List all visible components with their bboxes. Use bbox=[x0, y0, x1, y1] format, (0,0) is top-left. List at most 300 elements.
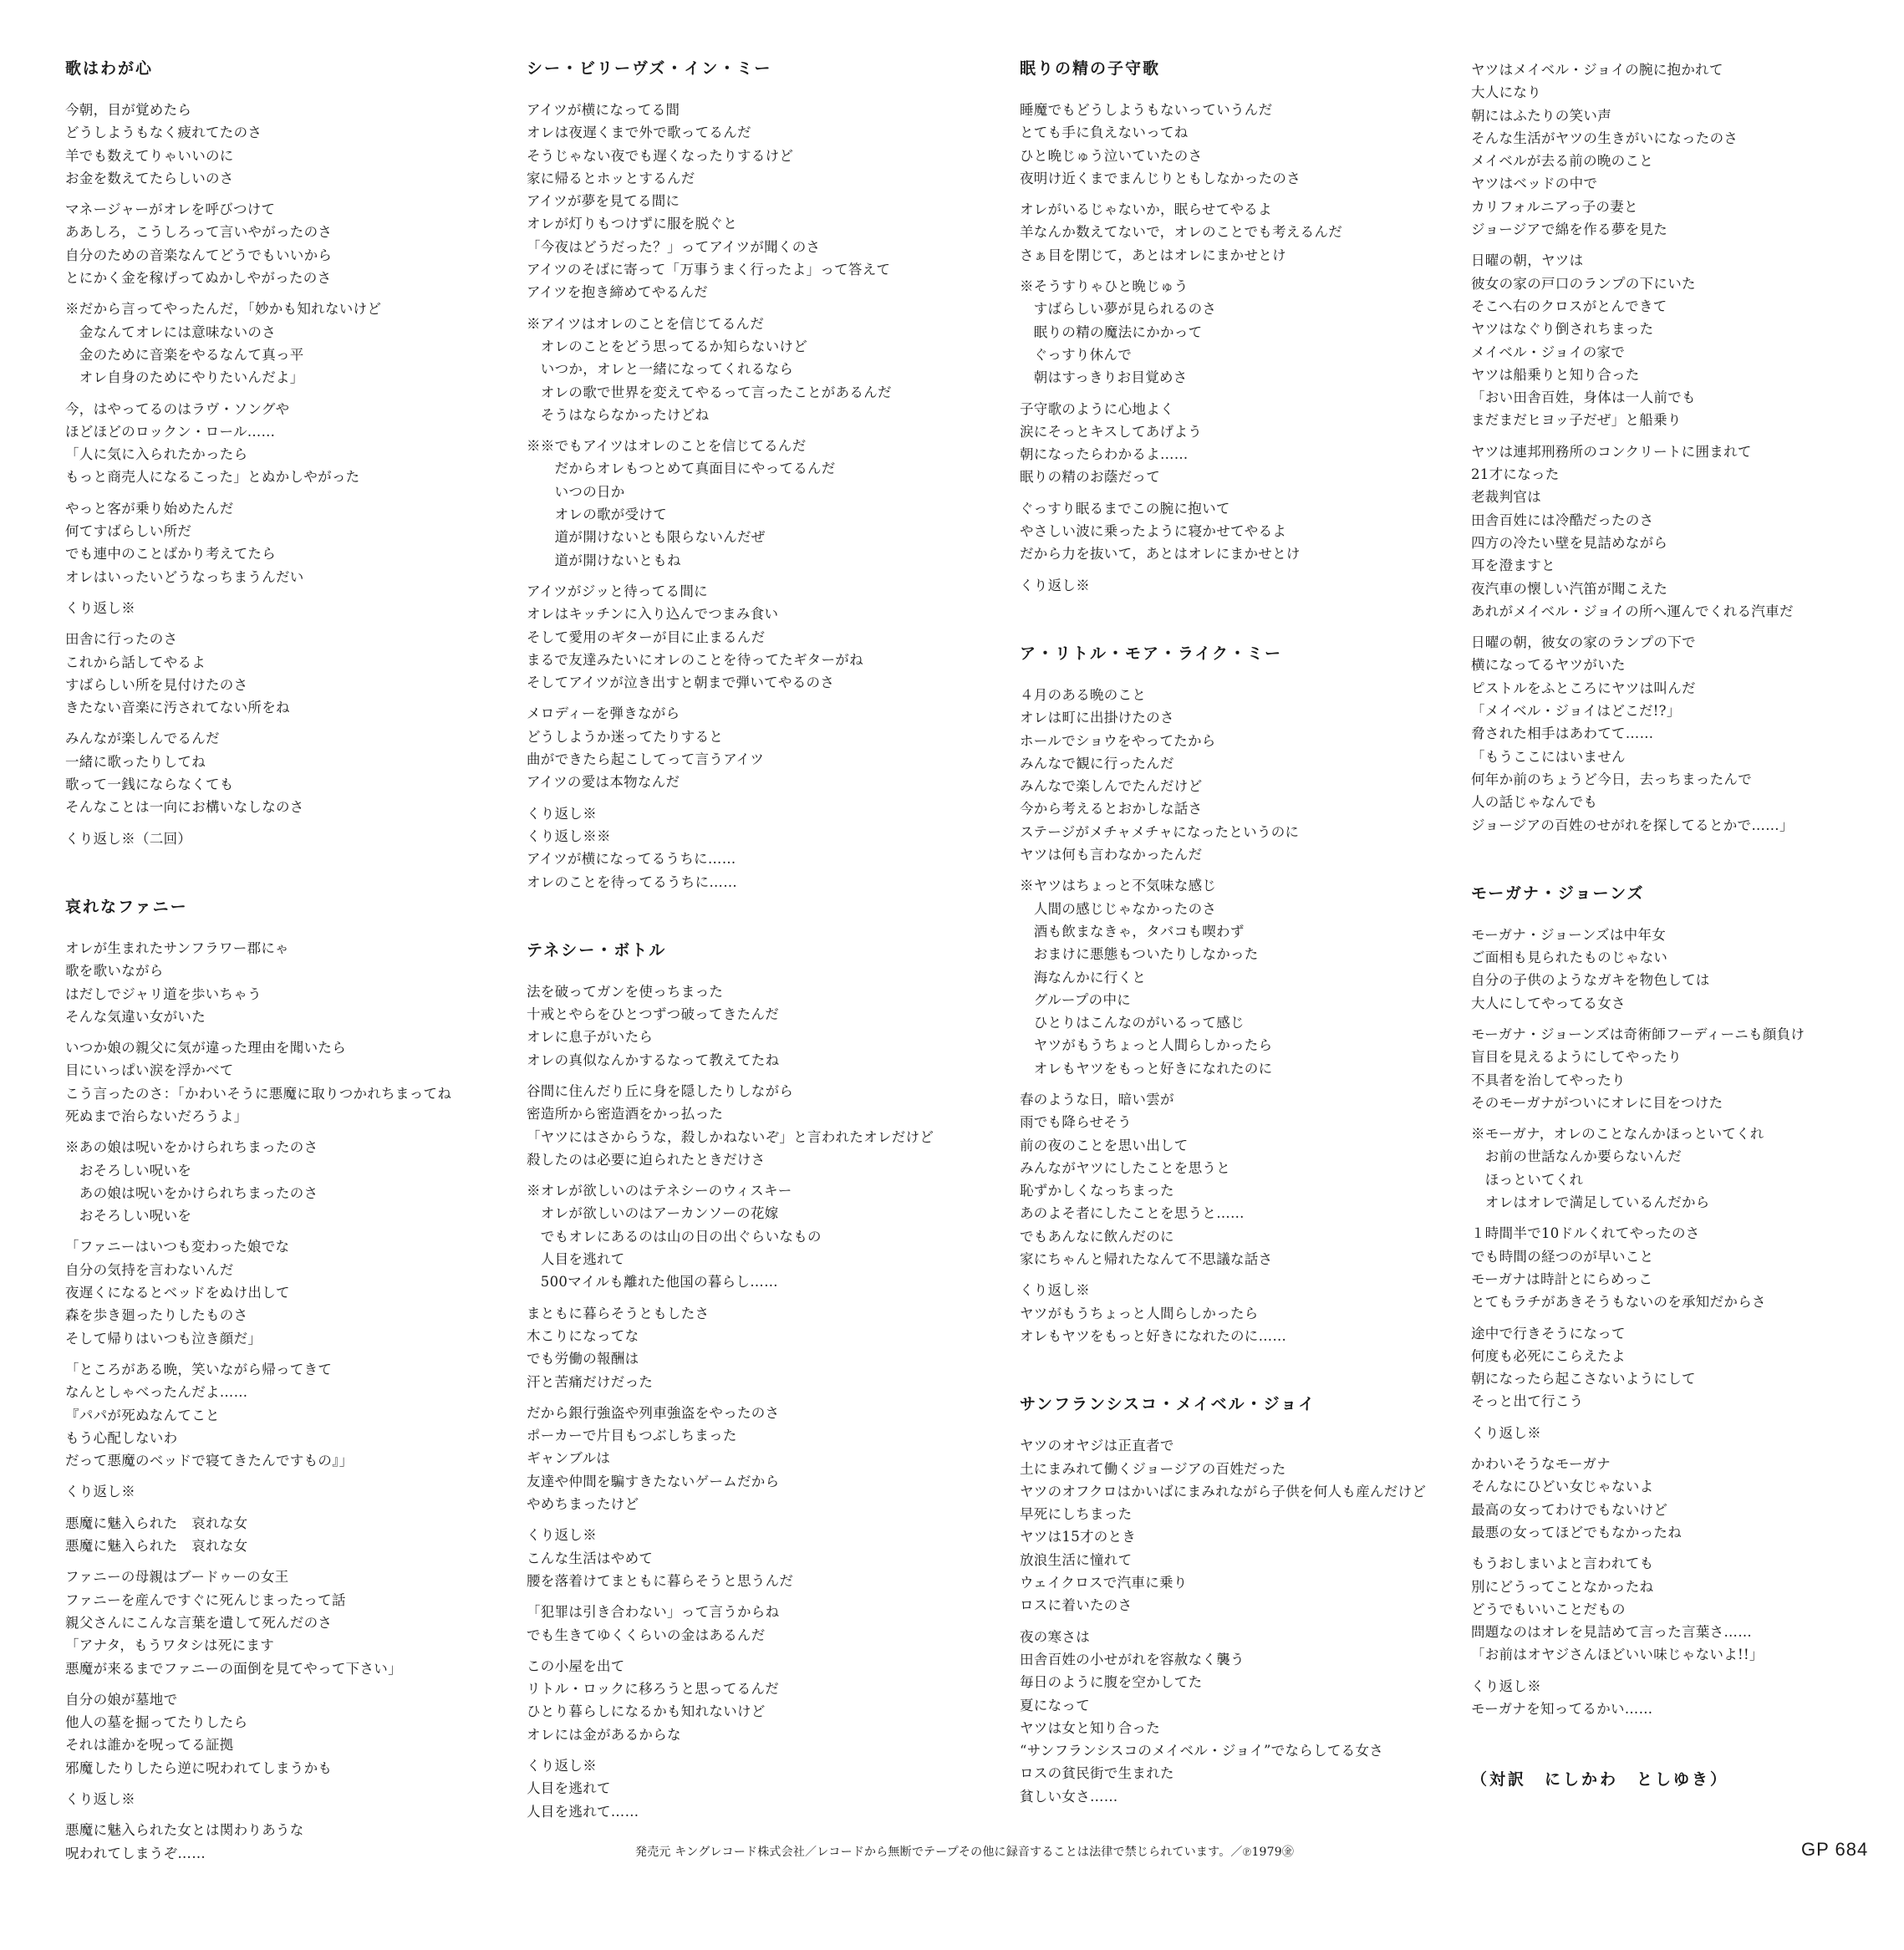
lyric-line: 眠りの精の魔法にかかって bbox=[1020, 323, 1203, 340]
lyric-line: ステージがメチャメチャになったというのに bbox=[1020, 823, 1300, 840]
song bbox=[65, 897, 500, 1865]
stanza bbox=[1471, 631, 1889, 837]
lyric-line: そうはならなかったけどね bbox=[527, 406, 710, 423]
lyric-line: 睡魔でもどうしようもないっていうんだ bbox=[1020, 102, 1273, 118]
stanza bbox=[527, 980, 961, 1072]
lyric-line: 日曜の朝，ヤツは bbox=[1471, 252, 1584, 269]
lyric-line: かわいそうなモーガナ bbox=[1471, 1456, 1611, 1473]
stanza bbox=[1471, 59, 1889, 241]
lyric-line: 谷間に住んだり丘に身を隠したりしながら bbox=[527, 1082, 794, 1099]
lyric-line: くり返し※ bbox=[1020, 1282, 1090, 1299]
lyric-line: まだまだヒヨッ子だぜ」と船乗り bbox=[1471, 412, 1682, 429]
lyric-line: 「犯罪は引き合わない」って言うからね bbox=[527, 1604, 780, 1621]
lyric-line: とても手に負えないってね bbox=[1020, 125, 1189, 141]
lyric-line: ※だから言ってやったんだ，「妙かも知れないけど bbox=[65, 301, 382, 318]
lyric-line: オレもヤツをもっと好きになれたのに bbox=[1020, 1060, 1273, 1077]
stanza bbox=[527, 1179, 961, 1293]
lyric-line: もう心配しないわ bbox=[65, 1429, 178, 1446]
stanza bbox=[65, 99, 500, 190]
lyric-line: そして帰りはいつも泣き顔だ」 bbox=[65, 1330, 262, 1347]
lyric-line: 悪魔が来るまでファニーの面倒を見てやって下さい」 bbox=[65, 1660, 402, 1677]
lyric-line: 夜の寒さは bbox=[1020, 1628, 1090, 1645]
lyric-line: オレの真似なんかするなって教えてたね bbox=[527, 1051, 780, 1068]
lyric-line: 「人に気に入られたかったら bbox=[65, 446, 248, 463]
song-title: 眠りの精の子守歌 bbox=[1020, 59, 1161, 78]
lyric-line: いつの日か bbox=[527, 483, 625, 500]
lyric-line: ※モーガナ，オレのことなんかほっといてくれ bbox=[1471, 1126, 1764, 1143]
lyric-line: あのよそ者にしたことを思うと…… bbox=[1020, 1205, 1245, 1222]
lyric-line: ひとりはこんなのがいるって感じ bbox=[1020, 1015, 1245, 1031]
stanza bbox=[1020, 574, 1454, 597]
song bbox=[1471, 883, 1889, 1721]
stanza bbox=[65, 398, 500, 489]
song-title: モーガナ・ジョーンズ bbox=[1471, 883, 1645, 903]
lyric-line: ※※でもアイツはオレのことを信じてるんだ bbox=[527, 438, 807, 455]
lyric-line: くり返し※（二回） bbox=[65, 830, 192, 847]
lyric-line: みんなで楽しんでたんだけど bbox=[1020, 778, 1203, 795]
lyric-line: でもあんなに飲んだのに bbox=[1020, 1228, 1174, 1245]
lyric-line: 羊なんか数えてないで，オレのことでも考えるんだ bbox=[1020, 224, 1343, 241]
lyric-line: アイツが横になってるうちに…… bbox=[527, 851, 736, 868]
stanza bbox=[1020, 497, 1454, 566]
translation-credit: （対訳 にしかわ としゆき） bbox=[1471, 1770, 1729, 1790]
lyric-line: ヤツはメイベル・ジョイの腕に抱かれて bbox=[1471, 62, 1723, 78]
lyric-line: 「おい田舎百姓，身体は一人前でも bbox=[1471, 389, 1696, 406]
lyric-line: 自分の子供のようなガキを物色しては bbox=[1471, 972, 1710, 989]
lyric-line: 田舎百姓には冷酷だったのさ bbox=[1471, 512, 1654, 528]
lyric-line: くり返し※ bbox=[527, 1527, 597, 1544]
lyric-line: オレには金があるからな bbox=[527, 1726, 681, 1743]
lyric-line: アイツの愛は本物なんだ bbox=[527, 774, 680, 791]
stanza bbox=[527, 1302, 961, 1393]
lyric-line: 別にどうってことなかったね bbox=[1471, 1578, 1654, 1595]
lyric-line: 「アナタ，もうワタシは死にます bbox=[65, 1637, 275, 1654]
lyric-line: どうしようもなく疲れてたのさ bbox=[65, 125, 262, 141]
lyric-line: とにかく金を稼げってぬかしやがったのさ bbox=[65, 270, 332, 287]
lyric-line: 海なんかに行くと bbox=[1020, 969, 1147, 985]
lyric-line: ぐっすり休んで bbox=[1020, 346, 1133, 363]
lyric-line: モーガナ・ジョーンズは中年女 bbox=[1471, 926, 1667, 943]
lyric-line: だからオレもつとめて真面目にやってるんだ bbox=[527, 461, 836, 477]
stanza bbox=[65, 827, 500, 850]
lyric-line: 人目を逃れて bbox=[527, 1780, 611, 1797]
lyric-line: オレは町に出掛けたのさ bbox=[1020, 710, 1174, 726]
lyric-line: 早死にしちまった bbox=[1020, 1506, 1133, 1523]
stanza bbox=[1471, 1552, 1889, 1666]
lyric-line: そのモーガナがついにオレに目をつけた bbox=[1471, 1094, 1723, 1111]
stanza bbox=[1471, 1322, 1889, 1413]
lyric-line: ご面相も見られたものじゃない bbox=[1471, 950, 1668, 966]
stanza bbox=[527, 1601, 961, 1647]
lyric-line: そこへ右のクロスがとんできて bbox=[1471, 298, 1667, 314]
stanza bbox=[65, 1235, 500, 1349]
column-3 bbox=[1020, 59, 1454, 1855]
lyric-line: 「ヤツにはさからうな，殺しかねないぞ」と言われたオレだけど bbox=[527, 1128, 934, 1145]
lyric-line: ヤツはベッドの中で bbox=[1471, 176, 1598, 192]
lyric-line: でも生きてゆくくらいの金はあるんだ bbox=[527, 1627, 766, 1643]
lyric-line: 酒も飲まなきゃ，タバコも喫わず bbox=[1020, 923, 1245, 939]
lyric-line: こう言ったのさ：「かわいそうに悪魔に取りつかれちまってね bbox=[65, 1085, 452, 1102]
stanza bbox=[65, 497, 500, 588]
lyric-line: くり返し※ bbox=[65, 1791, 135, 1807]
lyric-line: 夏になって bbox=[1020, 1697, 1090, 1713]
stanza bbox=[527, 1524, 961, 1592]
stanza bbox=[1471, 1222, 1889, 1313]
lyric-line: 横になってるヤツがいた bbox=[1471, 657, 1626, 674]
stanza bbox=[65, 1788, 500, 1810]
stanza bbox=[65, 1566, 500, 1679]
song-title: シー・ビリーヴズ・イン・ミー bbox=[527, 59, 772, 78]
stanza bbox=[65, 628, 500, 719]
lyric-line: 殺したのは必要に迫られたときだけさ bbox=[527, 1151, 766, 1168]
lyric-line: 途中で行きそうになって bbox=[1471, 1325, 1626, 1342]
stanza bbox=[527, 313, 961, 426]
lyric-line: 大人になり bbox=[1471, 84, 1541, 101]
lyric-line: 日曜の朝，彼女の家のランプの下で bbox=[1471, 634, 1696, 651]
lyric-line: 脅された相手はあわてて…… bbox=[1471, 726, 1654, 742]
lyric-line: ウェイクロスで汽車に乗り bbox=[1020, 1575, 1188, 1591]
lyric-line: お前の世話なんか要らないんだ bbox=[1471, 1148, 1682, 1165]
lyric-line: オレが灯りもつけずに服を脱ぐと bbox=[527, 216, 737, 232]
lyric-line: 夜遅くになるとベッドをぬけ出して bbox=[65, 1285, 290, 1301]
lyric-line: だから銀行強盗や列車強盗をやったのさ bbox=[527, 1404, 780, 1421]
lyric-line: 曲ができたら起こしてって言うアイツ bbox=[527, 751, 765, 768]
lyric-line: メイベルが去る前の晩のこと bbox=[1471, 153, 1654, 170]
lyric-line: 雨でも降らせそう bbox=[1020, 1114, 1132, 1131]
stanza bbox=[527, 1754, 961, 1823]
lyric-line: ぐっすり眠るまでこの腕に抱いて bbox=[1020, 500, 1230, 517]
stanza bbox=[527, 99, 961, 304]
lyric-line: みんながヤツにしたことを思うと bbox=[1020, 1159, 1230, 1176]
lyric-line: オレもヤツをもっと好きになれたのに…… bbox=[1020, 1327, 1287, 1344]
lyric-line: ロスの貧民街で生まれた bbox=[1020, 1765, 1174, 1782]
lyric-line: まるで友達みたいにオレのことを待ってたギターがね bbox=[527, 651, 863, 668]
lyric-line: オレのことを待ってるうちに…… bbox=[527, 873, 737, 890]
lyric-line: 何年か前のちょうど今日，去っちまったんで bbox=[1471, 771, 1752, 787]
lyric-line: ヤツは何も言わなかったんだ bbox=[1020, 847, 1203, 863]
lyric-line: 腰を落着けてまともに暮らそうと思うんだ bbox=[527, 1572, 794, 1589]
lyric-line: アイツのそばに寄って「万事うまく行ったよ」って答えて bbox=[527, 262, 891, 278]
stanza bbox=[1020, 1088, 1454, 1270]
stanza bbox=[1471, 1453, 1889, 1544]
lyric-line: みんなで観に行ったんだ bbox=[1020, 755, 1174, 771]
lyric-line: あの娘は呪いをかけられちまったのさ bbox=[65, 1184, 318, 1201]
lyric-line: だから力を抜いて，あとはオレにまかせとけ bbox=[1020, 546, 1301, 563]
song bbox=[1020, 1394, 1454, 1808]
lyric-line: くり返し※ bbox=[1020, 577, 1090, 593]
lyric-line: 友達や仲間を騙すきたないゲームだから bbox=[527, 1473, 780, 1489]
lyric-line: 家に帰るとホッとするんだ bbox=[527, 170, 695, 186]
song-title: テネシー・ボトル bbox=[527, 940, 667, 960]
lyric-line: 親父さんにこんな言葉を遺して死んだのさ bbox=[65, 1614, 333, 1631]
stanza bbox=[1020, 684, 1454, 866]
song-title: 哀れなファニー bbox=[65, 897, 188, 916]
lyric-line: 邪魔したりしたら逆に呪われてしまうかも bbox=[65, 1759, 333, 1776]
stanza bbox=[527, 1402, 961, 1515]
lyric-line: ジョージアで綿を作る夢を見た bbox=[1471, 221, 1668, 238]
lyric-line: ヤツのオヤジは正直者で bbox=[1020, 1438, 1174, 1454]
lyric-line: オレがいるじゃないか，眠らせてやるよ bbox=[1020, 201, 1272, 218]
lyric-line: 十戒とやらをひとつずつ破ってきたんだ bbox=[527, 1006, 780, 1023]
lyric-line: 大人にしてやってる女さ bbox=[1471, 995, 1626, 1011]
lyric-line: グループの中に bbox=[1020, 991, 1132, 1008]
lyric-line: 朝にはふたりの笑い声 bbox=[1471, 107, 1611, 124]
lyric-line: 人間の感じじゃなかったのさ bbox=[1020, 900, 1217, 917]
lyric-line: くり返し※ bbox=[1471, 1424, 1541, 1441]
lyric-line: ヤツはなぐり倒されちまった bbox=[1471, 321, 1654, 338]
lyric-line: やめちまったけど bbox=[527, 1496, 639, 1513]
lyric-line: オレが生まれたサンフラワー郡にゃ bbox=[65, 939, 289, 956]
lyric-line: おそろしい呪いを bbox=[65, 1162, 192, 1179]
lyric-line: くり返し※※ bbox=[527, 827, 611, 844]
lyric-line: 彼女の家の戸口のランプの下にいた bbox=[1471, 275, 1696, 292]
stanza bbox=[1020, 874, 1454, 1080]
lyric-line: くり返し※ bbox=[527, 1758, 597, 1774]
lyric-line: 問題なのはオレを見詰めて言った言葉さ…… bbox=[1471, 1624, 1752, 1641]
lyric-line: 夜明け近くまでまんじりともしなかったのさ bbox=[1020, 170, 1301, 186]
stanza bbox=[65, 1688, 500, 1779]
lyric-line: ひとり暮らしになるかも知れないけど bbox=[527, 1703, 766, 1720]
lyric-line: なんとしゃべったんだよ…… bbox=[65, 1384, 248, 1401]
stanza bbox=[527, 1080, 961, 1171]
lyric-line: でもオレにあるのは山の日の出ぐらいなもの bbox=[527, 1228, 822, 1245]
lyric-line: 金なんてオレには意味ないのさ bbox=[65, 323, 276, 340]
stanza bbox=[1020, 1279, 1454, 1347]
lyric-line: ひと晩じゅう泣いていたのさ bbox=[1020, 147, 1203, 164]
stanza bbox=[527, 580, 961, 694]
lyric-line: ヤツのオフクロはかいばにまみれながら子供を何人も産んだけど bbox=[1020, 1483, 1427, 1499]
lyric-line: くり返し※ bbox=[65, 599, 135, 616]
lyric-line: ああしろ，こうしろって言いやがったのさ bbox=[65, 224, 333, 241]
lyric-line: そしてアイツが泣き出すと朝まで弾いてやるのさ bbox=[527, 675, 835, 691]
lyric-line: やさしい波に乗ったように寝かせてやるよ bbox=[1020, 523, 1287, 540]
lyric-line: “サンフランシスコのメイベル・ジョイ”でならしてる女さ bbox=[1020, 1743, 1384, 1759]
stanza bbox=[527, 702, 961, 793]
lyric-line: ほっといてくれ bbox=[1471, 1171, 1584, 1188]
lyric-line: アイツを抱き締めてやるんだ bbox=[527, 284, 708, 301]
footer-notice: 発売元 キングレコード株式会社／レコードから無断でテープその他に録音することは法律で禁じられています。／℗1979㊎ bbox=[635, 1846, 1295, 1859]
lyric-line: いつか，オレと一緒になってくれるなら bbox=[527, 361, 794, 378]
lyric-line: 一緒に歌ったりしてね bbox=[65, 753, 206, 770]
lyric-line: ポーカーで片目もつぶしちまった bbox=[527, 1428, 737, 1444]
lyric-line: さぁ目を閉じて，あとはオレにまかせとけ bbox=[1020, 247, 1286, 263]
lyric-line: ヤツがもうちょっと人間らしかったら bbox=[1020, 1305, 1259, 1321]
lyric-line: 貧しい女さ…… bbox=[1020, 1788, 1118, 1805]
lyric-line: きたない音楽に汚されてない所をね bbox=[65, 700, 290, 716]
stanza bbox=[1471, 1422, 1889, 1444]
lyric-line: 密造所から密造酒をかっ払った bbox=[527, 1106, 724, 1123]
lyric-line: くり返し※ bbox=[65, 1484, 135, 1500]
lyric-line: でも連中のことばかり考えてたら bbox=[65, 546, 276, 563]
lyric-line: そんなことは一向にお構いなしなのさ bbox=[65, 799, 304, 816]
lyric-line: それは誰かを呪ってる証拠 bbox=[65, 1737, 234, 1754]
lyric-line: どうでもいいことだもの bbox=[1471, 1601, 1626, 1617]
lyric-line: メイベル・ジョイの家で bbox=[1471, 344, 1626, 360]
lyric-line: オレは夜遅くまで外で歌ってるんだ bbox=[527, 125, 751, 141]
stanza bbox=[527, 435, 961, 572]
lyric-line: そして愛用のギターが目に止まるんだ bbox=[527, 629, 766, 645]
lyric-line: 21才になった bbox=[1471, 466, 1560, 483]
stanza bbox=[65, 1036, 500, 1128]
lyric-line: ロスに着いたのさ bbox=[1020, 1597, 1133, 1614]
stanza bbox=[1471, 1123, 1889, 1214]
stanza bbox=[527, 1655, 961, 1746]
lyric-line: ※オレが欲しいのはテネシーのウィスキー bbox=[527, 1183, 792, 1199]
lyric-line: どうしようか迷ってたりすると bbox=[527, 728, 724, 745]
lyric-line: そんな気違い女がいた bbox=[65, 1008, 206, 1025]
lyric-line: 四方の冷たい壁を見詰めながら bbox=[1471, 534, 1668, 551]
stanza bbox=[1020, 1626, 1454, 1808]
lyric-line: ホールでショウをやってたから bbox=[1020, 732, 1216, 749]
lyric-line: オレのことをどう思ってるか知らないけど bbox=[527, 338, 807, 354]
column-2 bbox=[527, 59, 961, 1870]
lyric-line: オレの歌で世界を変えてやるって言ったことがあるんだ bbox=[527, 384, 892, 400]
lyric-line: 人の話じゃなんでも bbox=[1471, 794, 1598, 811]
lyric-line: 『パパが死ぬなんてこと bbox=[65, 1407, 220, 1423]
lyric-line: モーガナを知ってるかい…… bbox=[1471, 1701, 1653, 1717]
lyric-line: リトル・ロックに移ろうと思ってるんだ bbox=[527, 1681, 780, 1698]
song bbox=[527, 940, 961, 1823]
song bbox=[65, 59, 500, 850]
lyric-line: 呪われてしまうぞ…… bbox=[65, 1845, 206, 1861]
lyric-line: 耳を澄ますと bbox=[1471, 558, 1555, 574]
column-4 bbox=[1471, 59, 1889, 1790]
stanza bbox=[1020, 398, 1454, 489]
lyric-line: 「メイベル・ジョイはどこだ!?」 bbox=[1471, 703, 1681, 720]
lyric-line: 「ファニーはいつも変わった娘でな bbox=[65, 1239, 290, 1255]
lyric-line: もっと商売人になるこった」とぬかしやがった bbox=[65, 469, 360, 486]
lyric-line: ※アイツはオレのことを信じてるんだ bbox=[527, 315, 765, 332]
lyric-line: ジョージアの百姓のせがれを探してるとかで……」 bbox=[1471, 817, 1794, 833]
lyric-line: ４月のある晩のこと bbox=[1020, 686, 1147, 703]
lyric-line: モーガナ・ジョーンズは奇術師フーディーニも顔負け bbox=[1471, 1026, 1805, 1042]
lyric-line: 朝になったらわかるよ…… bbox=[1020, 446, 1189, 463]
lyric-line: ヤツは船乗りと知り合った bbox=[1471, 366, 1640, 383]
lyric-line: そんなにひどい女じゃないよ bbox=[1471, 1479, 1654, 1495]
lyric-line: オレはキッチンに入り込んでつまみ食い bbox=[527, 606, 779, 623]
stanza bbox=[1471, 440, 1889, 623]
lyric-line: 今，はやってるのはラヴ・ソングや bbox=[65, 400, 290, 417]
lyric-line: ※あの娘は呪いをかけられちまったのさ bbox=[65, 1139, 318, 1156]
lyric-line: 夜汽車の懐しい汽笛が聞こえた bbox=[1471, 580, 1668, 597]
lyric-line: 「お前はオヤジさんほどいい味じゃないよ!!」 bbox=[1471, 1647, 1764, 1663]
lyric-line: ほどほどのロックン・ロール…… bbox=[65, 423, 276, 440]
lyric-line: 眠りの精のお蔭だって bbox=[1020, 469, 1160, 486]
lyric-line: ヤツは連邦刑務所のコンクリートに囲まれて bbox=[1471, 443, 1752, 460]
song bbox=[1020, 59, 1454, 597]
lyric-line: 自分の娘が墓地で bbox=[65, 1691, 178, 1708]
lyric-line: 木こりになってな bbox=[527, 1327, 639, 1344]
lyric-line: 最悪の女ってほどでもなかったね bbox=[1471, 1524, 1682, 1540]
lyric-line: オレはオレで満足しているんだから bbox=[1471, 1194, 1710, 1211]
lyric-line: やっと客が乗り始めたんだ bbox=[65, 500, 234, 517]
lyric-line: オレ自身のためにやりたいんだよ」 bbox=[65, 369, 304, 386]
lyric-line: 森を歩き廻ったりしたものさ bbox=[65, 1307, 248, 1324]
lyric-line: 毎日のように腹を空かしてた bbox=[1020, 1674, 1203, 1691]
lyric-line: メロディーを弾きながら bbox=[527, 705, 680, 722]
stanza bbox=[65, 1819, 500, 1865]
stanza bbox=[527, 802, 961, 894]
lyric-line: 法を破ってガンを使っちまった bbox=[527, 983, 724, 1000]
lyric-line: そうじゃない夜でも遅くなったりするけど bbox=[527, 147, 794, 164]
lyric-line: おそろしい呪いを bbox=[65, 1208, 192, 1224]
lyric-line: 何てすばらしい所だ bbox=[65, 523, 192, 540]
lyric-line: ※そうすりゃひと晩じゅう bbox=[1020, 278, 1189, 295]
lyric-line: 悪魔に魅入られた 哀れな女 bbox=[65, 1515, 248, 1531]
lyric-line: 今朝，目が覚めたら bbox=[65, 102, 192, 118]
lyric-line: ギャンブルは bbox=[527, 1450, 611, 1467]
lyric-line: こんな生活はやめて bbox=[527, 1550, 654, 1566]
lyric-line: 自分のための音楽なんてどうでもいいから bbox=[65, 247, 333, 263]
lyric-line: 「ところがある晩，笑いながら帰ってきて bbox=[65, 1361, 333, 1377]
lyric-line: カリフォルニアっ子の妻と bbox=[1471, 198, 1638, 215]
lyric-line: モーガナは時計とにらめっこ bbox=[1471, 1270, 1653, 1287]
lyric-line: アイツが夢を見てる間に bbox=[527, 193, 680, 210]
lyric-line: アイツがジッと待ってる間に bbox=[527, 583, 708, 599]
lyric-line: 歌って一銭にならなくても bbox=[65, 776, 234, 793]
stanza bbox=[1471, 1675, 1889, 1721]
lyric-line: まともに暮らそうともしたさ bbox=[527, 1305, 710, 1321]
lyric-line: オレに息子がいたら bbox=[527, 1029, 654, 1046]
song bbox=[1471, 59, 1889, 837]
lyric-line: そっと出て行こう bbox=[1471, 1393, 1584, 1410]
lyric-line: 盲目を見えるようにしてやったり bbox=[1471, 1049, 1682, 1066]
lyric-line: 500マイルも離れた他国の暮らし…… bbox=[527, 1274, 778, 1291]
lyric-line: オレはいったいどうなっちまうんだい bbox=[65, 568, 304, 585]
lyric-line: あれがメイベル・ジョイの所へ運んでくれる汽車だ bbox=[1471, 603, 1794, 619]
lyric-line: オレが欲しいのはアーカンソーの花嫁 bbox=[527, 1205, 779, 1222]
lyric-line: 道が開けないとも限らないんだぜ bbox=[527, 529, 766, 546]
song bbox=[1020, 644, 1454, 1347]
lyric-line: これから話してやるよ bbox=[65, 654, 206, 670]
column-4-songs bbox=[1471, 59, 1889, 1720]
lyric-line: 今から考えるとおかしな話さ bbox=[1020, 801, 1203, 817]
stanza bbox=[1020, 1434, 1454, 1617]
lyric-line: 土にまみれて働くジョージアの百姓だった bbox=[1020, 1460, 1286, 1477]
lyric-line: 自分の気持を言わないんだ bbox=[65, 1261, 234, 1278]
lyric-line: アイツが横になってる間 bbox=[527, 102, 680, 118]
lyric-line: 目にいっぱい涙を浮かべて bbox=[65, 1062, 234, 1079]
lyric-line: 金のために音楽をやるなんて真っ平 bbox=[65, 346, 304, 363]
lyric-line: くり返し※ bbox=[1471, 1678, 1541, 1694]
lyric-line: ※ヤツはちょっと不気味な感じ bbox=[1020, 878, 1217, 894]
lyric-line: ヤツがもうちょっと人間らしかったら bbox=[1020, 1037, 1273, 1054]
lyric-line: すばらしい所を見付けたのさ bbox=[65, 676, 248, 693]
stanza bbox=[65, 298, 500, 389]
stanza bbox=[1020, 275, 1454, 389]
song-title: ア・リトル・モア・ライク・ミー bbox=[1020, 644, 1283, 663]
lyric-line: 田舎百姓の小せがれを容赦なく襲う bbox=[1020, 1651, 1245, 1667]
stanza bbox=[65, 727, 500, 818]
lyric-line: ヤツは女と知り合った bbox=[1020, 1719, 1160, 1736]
lyric-line: 死ぬまで治らないだろうよ」 bbox=[65, 1107, 248, 1124]
lyric-line: 子守歌のように心地よく bbox=[1020, 400, 1174, 417]
lyric-line: 歌を歌いながら bbox=[65, 963, 164, 980]
lyric-line: 放浪生活に憧れて bbox=[1020, 1551, 1133, 1568]
lyric-line: １時間半で10ドルくれてやったのさ bbox=[1471, 1225, 1700, 1242]
lyric-line: 不具者を治してやったり bbox=[1471, 1072, 1626, 1088]
lyric-line: だって悪魔のベッドで寝てきたんですもの』」 bbox=[65, 1453, 354, 1469]
catalog-number: GP 684 bbox=[1801, 1839, 1869, 1860]
stanza bbox=[65, 1358, 500, 1472]
stanza bbox=[65, 1480, 500, 1503]
lyric-line: 道が開けないともね bbox=[527, 552, 681, 568]
lyric-line: そんな生活がヤツの生きがいになったのさ bbox=[1471, 130, 1739, 146]
lyric-line: くり返し※ bbox=[527, 805, 597, 822]
lyric-line: 悪魔に魅入られた 哀れな女 bbox=[65, 1538, 248, 1555]
lyric-line: いつか娘の親父に気が違った理由を聞いたら bbox=[65, 1040, 346, 1056]
lyric-line: 悪魔に魅入られた女とは関わりあうな bbox=[65, 1822, 304, 1839]
